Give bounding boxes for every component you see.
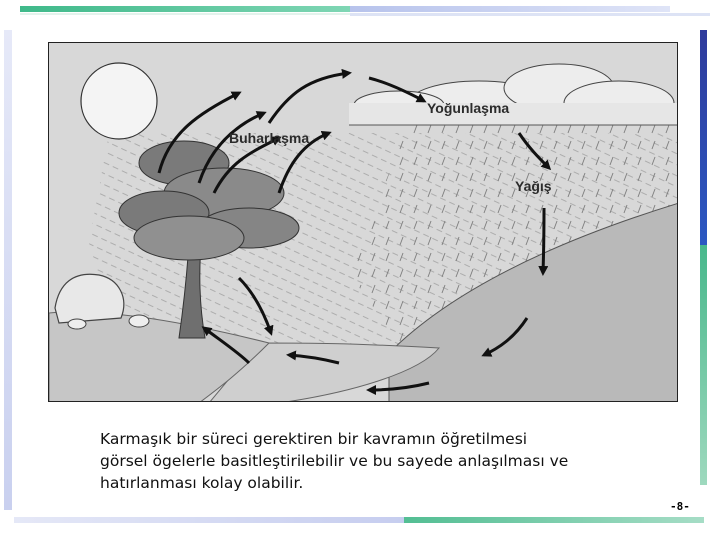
caption-line: görsel ögelerle basitleştirilebilir ve bu sayede anlaşılması ve: [100, 452, 569, 470]
pebble: [129, 315, 149, 327]
top-decorative-bar-lavender: [350, 6, 670, 12]
pebble: [68, 319, 86, 329]
arrow-precipitation: [543, 208, 544, 273]
top-decorative-line-green: [20, 13, 350, 15]
left-decorative-bar: [4, 30, 12, 510]
right-decorative-bar-blue: [700, 30, 707, 245]
water-cycle-illustration: [48, 42, 678, 402]
sun: [81, 63, 157, 139]
caption-line: Karmaşık bir süreci gerektiren bir kavramın öğretilmesi: [100, 430, 528, 448]
right-decorative-bar-green: [700, 245, 707, 485]
label-precipitation: Yağış: [515, 178, 552, 194]
label-condensation: Yoğunlaşma: [427, 100, 510, 116]
bottom-decorative-bar-green: [404, 517, 704, 523]
page-number: -8-: [670, 500, 690, 513]
caption-text: [100, 428, 680, 494]
caption-line: hatırlanması kolay olabilir.: [100, 474, 304, 492]
label-evaporation: Buharlaşma: [229, 130, 310, 146]
top-decorative-bar-green: [20, 6, 350, 12]
top-decorative-line: [350, 13, 710, 16]
bottom-decorative-bar-lavender: [14, 517, 404, 523]
water-cycle-svg: [49, 43, 678, 402]
